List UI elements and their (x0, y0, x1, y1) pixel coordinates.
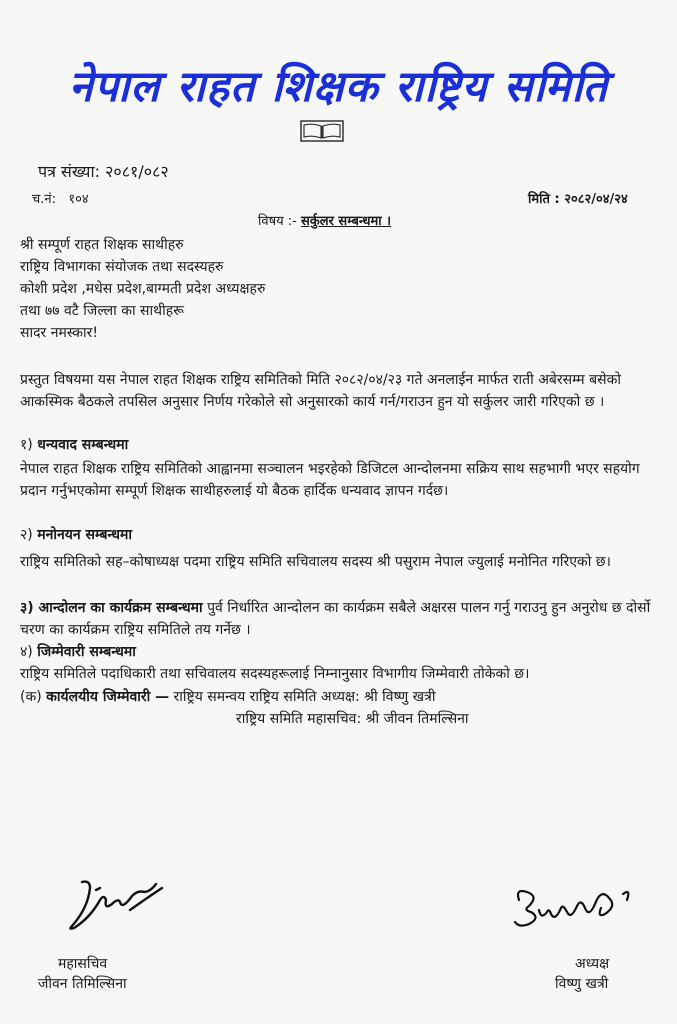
date-value: २०८२/०४/२४ (564, 192, 628, 207)
section-4-heading (20, 643, 136, 661)
section-1-text: नेपाल राहत शिक्षक राष्ट्रिय समितिको आह्वानमा सञ्चालन भइरहेको डिजिटल आन्दोलनमा सक्रिय साथ सहभागी भएर सहयोग प्रदान गर्नुभएकोमा सम्पूर्ण शिक्षक साथीहरुलाई यो बैठक हार्दिक धन्यवाद ज्ञापन गर्दछ। (20, 461, 640, 499)
greeting: सादर नमस्कार! (20, 325, 99, 341)
section-2-number: २) (20, 527, 33, 543)
dispatch-number-value: १०४ (68, 192, 89, 207)
letter-number-value: २०८१/०८२ (105, 162, 169, 181)
section-4-text: राष्ट्रिय समितिले पदाधिकारी तथा सचिवालय सदस्यहरूलाई निम्नानुसार विभागीय जिम्मेवारी तोकेको छ। (20, 666, 530, 682)
addressee-line: राष्ट्रिय विभागका संयोजक तथा सदस्यहरु (20, 259, 224, 275)
left-signatory-name: जीवन तिमिल्सिना (38, 976, 127, 992)
org-title: नेपाल राहत शिक्षक राष्ट्रिय समिति (68, 62, 609, 112)
section-4-number: ४) (20, 644, 33, 660)
dispatch-number (32, 191, 89, 209)
date-label: मिति : (528, 192, 560, 207)
intro-paragraph: प्रस्तुत विषयमा यस नेपाल राहत शिक्षक राष्ट्रिय समितिको मिति २०८२/०४/२३ गते अनलाईन मार्फत राती अबेरसम्म बसेको आकस्मिक बैठकले तपसिल अनुसार निर्णय गरेकोले सो अनुसारको कार्य गर्न/गराउन हुन यो सर्कुलर जारी गरिएको छ । (20, 372, 621, 410)
right-signature (505, 878, 640, 938)
section-2-title: मनोनयन सम्बन्धमा (37, 527, 132, 543)
ka-line-2: राष्ट्रिय समिति महासचिव: श्री जीवन तिमल्सिना (236, 711, 469, 727)
subject-text: सर्कुलर सम्बन्धमा । (301, 214, 392, 229)
responsibility-ka (20, 688, 435, 706)
right-signatory-name: विष्णु खत्री (555, 976, 609, 992)
ka-heading: कार्यलयीय जिम्मेवारी — (46, 689, 170, 705)
letter-number (38, 163, 169, 181)
section-1-title: धन्यवाद सम्बन्धमा (37, 437, 129, 453)
section-1-number: १) (20, 437, 33, 453)
left-signature (60, 870, 170, 940)
book-emblem-icon (300, 120, 344, 142)
ka-prefix: (क) (20, 689, 42, 705)
dispatch-number-label: च.नं: (32, 192, 56, 207)
subject-label: विषय :- (258, 214, 297, 229)
section-3-paragraph (20, 597, 660, 641)
letter-date (528, 191, 628, 209)
ka-line-1: राष्ट्रिय समन्वय राष्ट्रिय समिति अध्यक्ष: श्री विष्णु खत्री (169, 689, 436, 705)
addressee-line: कोशी प्रदेश ,मधेस प्रदेश,बाग्मती प्रदेश अध्यक्षहरु (20, 281, 266, 297)
addressee-line: तथा ७७ वटै जिल्ला का साथीहरू (20, 303, 185, 319)
subject-line (258, 213, 391, 231)
right-signatory-title: अध्यक्ष (575, 956, 610, 972)
section-3-text: पुर्व निर्धारित आन्दोलन का कार्यक्रम सबैले अक्षरस पालन गर्नु गराउनु हुन अनुरोध छ दोर्सो चरण का कार्यक्रम राष्ट्रिय समितिले तय गर्नेछ । (20, 600, 651, 638)
section-2-heading (20, 526, 132, 544)
section-2-text: राष्ट्रिय समितिको सह–कोषाध्यक्ष पदमा राष्ट्रिय समिति सचिवालय सदस्य श्री पसुराम नेपाल ज्युलाई मनोनित गरिएको छ। (20, 554, 611, 570)
section-4-title: जिम्मेवारी सम्बन्धमा (37, 644, 136, 660)
left-signatory-title: महासचिव (58, 956, 108, 972)
section-3-title: ३) आन्दोलन का कार्यक्रम सम्बन्धमा (20, 600, 203, 616)
addressee-line: श्री सम्पूर्ण राहत शिक्षक साथीहरु (20, 237, 184, 253)
letter-number-label: पत्र संख्या: (38, 162, 100, 181)
section-1-heading (20, 436, 128, 454)
